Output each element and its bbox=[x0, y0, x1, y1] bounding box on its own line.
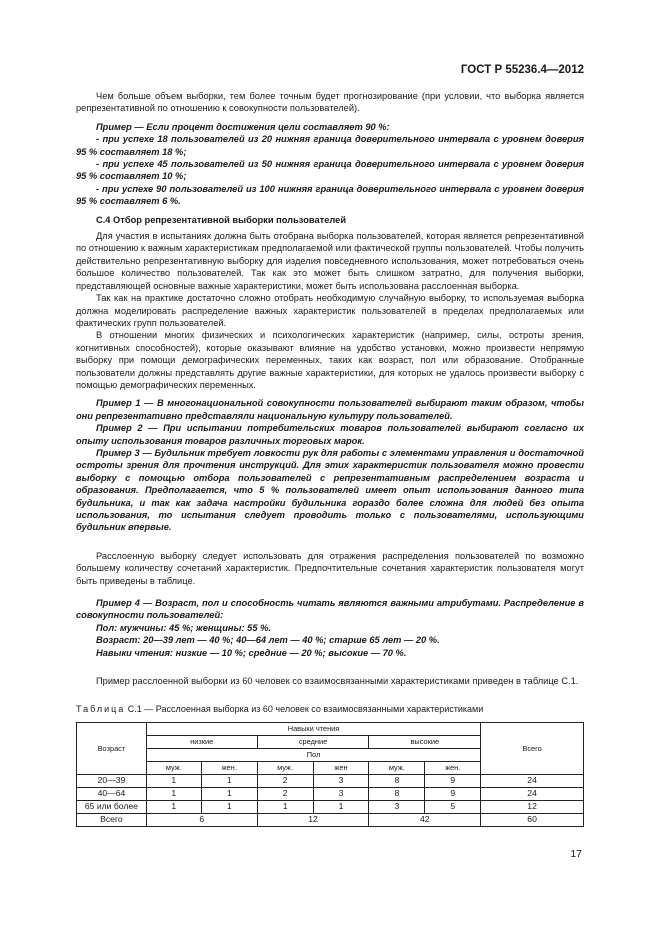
table-cell-subtotal: 6 bbox=[146, 813, 257, 826]
table-cell-grand-total: 60 bbox=[481, 813, 584, 826]
page-number: 17 bbox=[570, 848, 582, 860]
example-confidence-title: Пример — Если процент достижения цели составляет 90 %: bbox=[96, 121, 390, 132]
table-header-sex-cell: жен bbox=[313, 761, 369, 774]
stratified-sample-table bbox=[76, 722, 584, 827]
table-header-sex-cell: муж. bbox=[257, 761, 313, 774]
table-cell: 1 bbox=[257, 800, 313, 813]
table-cell-subtotal: 12 bbox=[257, 813, 369, 826]
example-4-line: Пол: мужчины: 45 %; женщины: 55 %. bbox=[96, 622, 271, 633]
table-header-sex-cell: муж. bbox=[369, 761, 425, 774]
table-row bbox=[77, 774, 584, 787]
table-total-row bbox=[77, 813, 584, 826]
table-cell: 2 bbox=[257, 774, 313, 787]
example-confidence-item: - при успехе 45 пользователей из 50 нижняя граница доверительного интервала с уровнем доверия 95 % составляет 10 %; bbox=[76, 159, 584, 182]
table-caption bbox=[76, 703, 584, 715]
example-4-title: Пример 4 — Возраст, пол и способность читать являются важными атрибутами. Распределение в совокупности пользователей: bbox=[76, 598, 584, 621]
table-cell: 1 bbox=[146, 800, 201, 813]
table-cell: 8 bbox=[369, 787, 425, 800]
standard-header: ГОСТ Р 55236.4—2012 bbox=[460, 64, 584, 76]
table-intro: Пример расслоенной выборки из 60 человек со взаимосвязанными характеристиками приведен в таблице С.1. bbox=[96, 676, 579, 687]
table-header-sex-cell: муж. bbox=[146, 761, 201, 774]
table-header-level: низкие bbox=[146, 735, 257, 748]
page-content bbox=[76, 90, 584, 827]
table-cell-total: 12 bbox=[481, 800, 584, 813]
table-cell-age: 20—39 bbox=[77, 774, 147, 787]
example-4-line: Навыки чтения: низкие — 10 %; средние — 20 %; высокие — 70 %. bbox=[96, 647, 407, 658]
example-1: Пример 1 — В многонациональной совокупности пользователей выбирают таким образом, чтобы они репрезентативно представляли национальную культуру пользователей. bbox=[76, 398, 584, 421]
table-cell: 1 bbox=[313, 800, 369, 813]
table-cell: 8 bbox=[369, 774, 425, 787]
example-4-line: Возраст: 20—39 лет — 40 %; 40—64 лет — 40 %; старше 65 лет — 20 %. bbox=[96, 635, 440, 646]
table-cell: 1 bbox=[201, 774, 257, 787]
table-cell: 5 bbox=[425, 800, 481, 813]
table-cell: 1 bbox=[146, 787, 201, 800]
section-paragraph: Для участия в испытаниях должна быть отобрана выборка пользователей, которая является репрезентативной по отношению к важным характеристикам предполагаемой или фактической группы пользователей. Чтобы получить действительно репрезентативную выборку для изделия повседневного использования, может потребоваться очень большое количество пользователей. Так как это может быть слишком затратно, для получения выборки, представляющей основные важные характеристики, может быть использована расслоенная выборка. bbox=[76, 231, 584, 291]
section-paragraph: В отношении многих физических и психологических характеристик (например, силы, остроты зрения, когнитивных способностей), которые оказывают влияние на удобство установки, можно произвести непрямую выборку при помощи демографических переменных, таких как возраст, пол или образование. Отобранные пользователи должны представлять другие важные характеристики, для которых не удалось произвести выборку с помощью демографических переменных. bbox=[76, 330, 584, 390]
table-cell-total: 24 bbox=[481, 787, 584, 800]
section-title: С.4 Отбор репрезентативной выборки пользователей bbox=[96, 214, 347, 225]
table-cell: 1 bbox=[201, 800, 257, 813]
table-row bbox=[77, 787, 584, 800]
table-cell: 9 bbox=[425, 774, 481, 787]
table-cell-total-label: Всего bbox=[77, 813, 147, 826]
table-row bbox=[77, 800, 584, 813]
table-header-level: средние bbox=[257, 735, 369, 748]
section-paragraph: Так как на практике достаточно сложно отобрать необходимую случайную выборку, то используемая выборка должна моделировать распределение важных характеристик пользователей в пределах предполагаемых или фактических групп пользователей. bbox=[76, 293, 584, 328]
table-header-level: высокие bbox=[369, 735, 481, 748]
table-cell-subtotal: 42 bbox=[369, 813, 481, 826]
table-cell-age: 65 или более bbox=[77, 800, 147, 813]
example-2: Пример 2 — При испытании потребительских товаров пользователей выбирают согласно их опыту использования товаров различных торговых марок. bbox=[76, 423, 584, 446]
table-cell: 2 bbox=[257, 787, 313, 800]
example-confidence-item: - при успехе 90 пользователей из 100 нижняя граница доверительного интервала с уровнем доверия 95 % составляет 6 %. bbox=[76, 183, 584, 207]
table-cell-total: 24 bbox=[481, 774, 584, 787]
table-cell: 1 bbox=[201, 787, 257, 800]
table-cell: 3 bbox=[369, 800, 425, 813]
table-header-sex: Пол bbox=[146, 748, 480, 761]
example-3: Пример 3 — Будильник требует ловкости рук для работы с элементами управления и достаточной остроты зрения для прочтения инструкций. Для этих характеристик пользователя можно провести выборку с помощью отбора пользователей с репрезентативным распределением возраста и образования. Предполагается, что 5 % пользователей имеет опыт использования данного типа будильника, и так как задача настройки будильника гораздо более сложна для людей без опыта использования, то испытания следует проводить только с пользователями, использующими будильник впервые. bbox=[76, 447, 584, 533]
table-header-reading: Навыки чтения bbox=[146, 722, 480, 735]
table-cell: 3 bbox=[313, 787, 369, 800]
intro-paragraph: Чем больше объем выборки, тем более точным будет прогнозирование (при условии, что выборка является репрезентативной по отношению к совокупности пользователей). bbox=[76, 91, 584, 114]
table-caption-text: С.1 — Расслоенная выборка из 60 человек со взаимосвязанными характеристиками bbox=[125, 704, 484, 715]
table-caption-prefix: Таблица bbox=[76, 704, 126, 715]
table-cell: 9 bbox=[425, 787, 481, 800]
table-header-age: Возраст bbox=[77, 722, 147, 774]
stratified-paragraph: Расслоенную выборку следует использовать для отражения распределения пользователей по возможно большему количеству сочетаний характеристик. Предпочтительные сочетания характеристик пользователя могут быть приведены в таблице. bbox=[76, 550, 584, 586]
table-header-sex-cell: жен. bbox=[201, 761, 257, 774]
table-cell-age: 40—64 bbox=[77, 787, 147, 800]
table-cell: 3 bbox=[313, 774, 369, 787]
example-confidence-item: - при успехе 18 пользователей из 20 нижняя граница доверительного интервала с уровнем доверия 95 % составляет 18 %; bbox=[76, 134, 584, 157]
table-header-sex-cell: жен. bbox=[425, 761, 481, 774]
table-header-total: Всего bbox=[481, 722, 584, 774]
table-cell: 1 bbox=[146, 774, 201, 787]
